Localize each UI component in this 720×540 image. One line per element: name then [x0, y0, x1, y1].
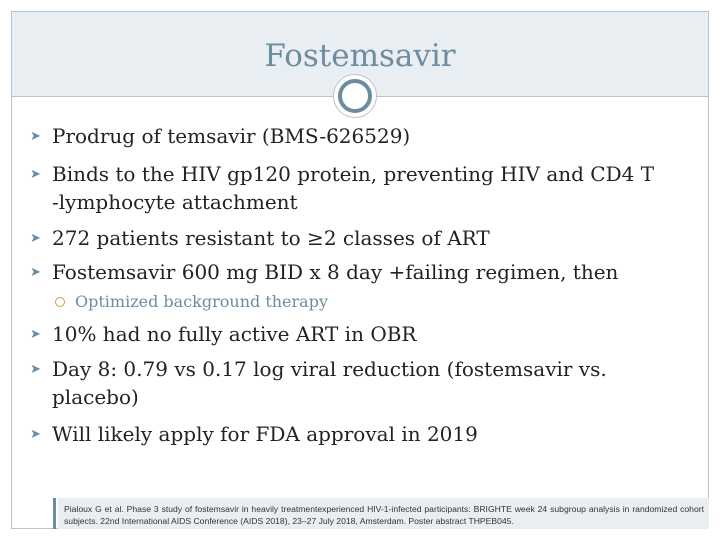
sub-bullet-text: Optimized background therapy	[75, 292, 328, 311]
bullet-arrow-icon: ➤	[30, 265, 41, 280]
bullet-text: 272 patients resistant to ≥2 classes of ART	[52, 226, 490, 250]
bullet-text: Prodrug of temsavir (BMS-626529)	[52, 124, 411, 148]
bullet-item	[30, 122, 410, 151]
bullet-text: Binds to the HIV gp120 protein, preventing HIV and CD4 T	[52, 162, 655, 186]
bullet-text: Day 8: 0.79 vs 0.17 log viral reduction (fostemsavir vs.	[52, 357, 607, 381]
bullet-text: Will likely apply for FDA approval in 2019	[52, 422, 478, 446]
bullet-text: Fostemsavir 600 mg BID x 8 day +failing regimen, then	[52, 260, 619, 284]
bullet-item	[30, 420, 478, 449]
bullet-item	[30, 355, 607, 384]
bullet-arrow-icon: ➤	[30, 427, 41, 442]
bullet-arrow-icon: ➤	[30, 362, 41, 377]
bullet-arrow-icon: ➤	[30, 129, 41, 144]
bullet-arrow-icon: ➤	[30, 231, 41, 246]
bullet-item	[30, 258, 618, 287]
bullet-arrow-icon: ➤	[30, 167, 41, 182]
citation-text: Pialoux G et al. Phase 3 study of fostemsavir in heavily treatmentexperienced HIV-1-infected participants: BRIGHTE week 24 subgroup analysis in randomized cohort subjects. 22nd International AIDS Conference (AIDS 2018), 23–27 July 2018, Amsterdam. Poster abstract THPEB045.	[64, 504, 704, 526]
bullet-continuation: placebo)	[52, 385, 139, 409]
bullet-item	[30, 320, 416, 349]
sub-bullet-item	[55, 288, 328, 316]
slide-title: Fostemsavir	[264, 38, 456, 74]
footer-accent-bar	[53, 498, 56, 529]
bullet-arrow-icon: ➤	[30, 327, 41, 342]
bullet-item	[30, 160, 654, 189]
bullet-continuation: -lymphocyte attachment	[52, 190, 298, 214]
bullet-text: 10% had no fully active ART in OBR	[52, 322, 417, 346]
ring-bullet-icon	[55, 297, 65, 307]
bullet-item	[30, 224, 490, 253]
